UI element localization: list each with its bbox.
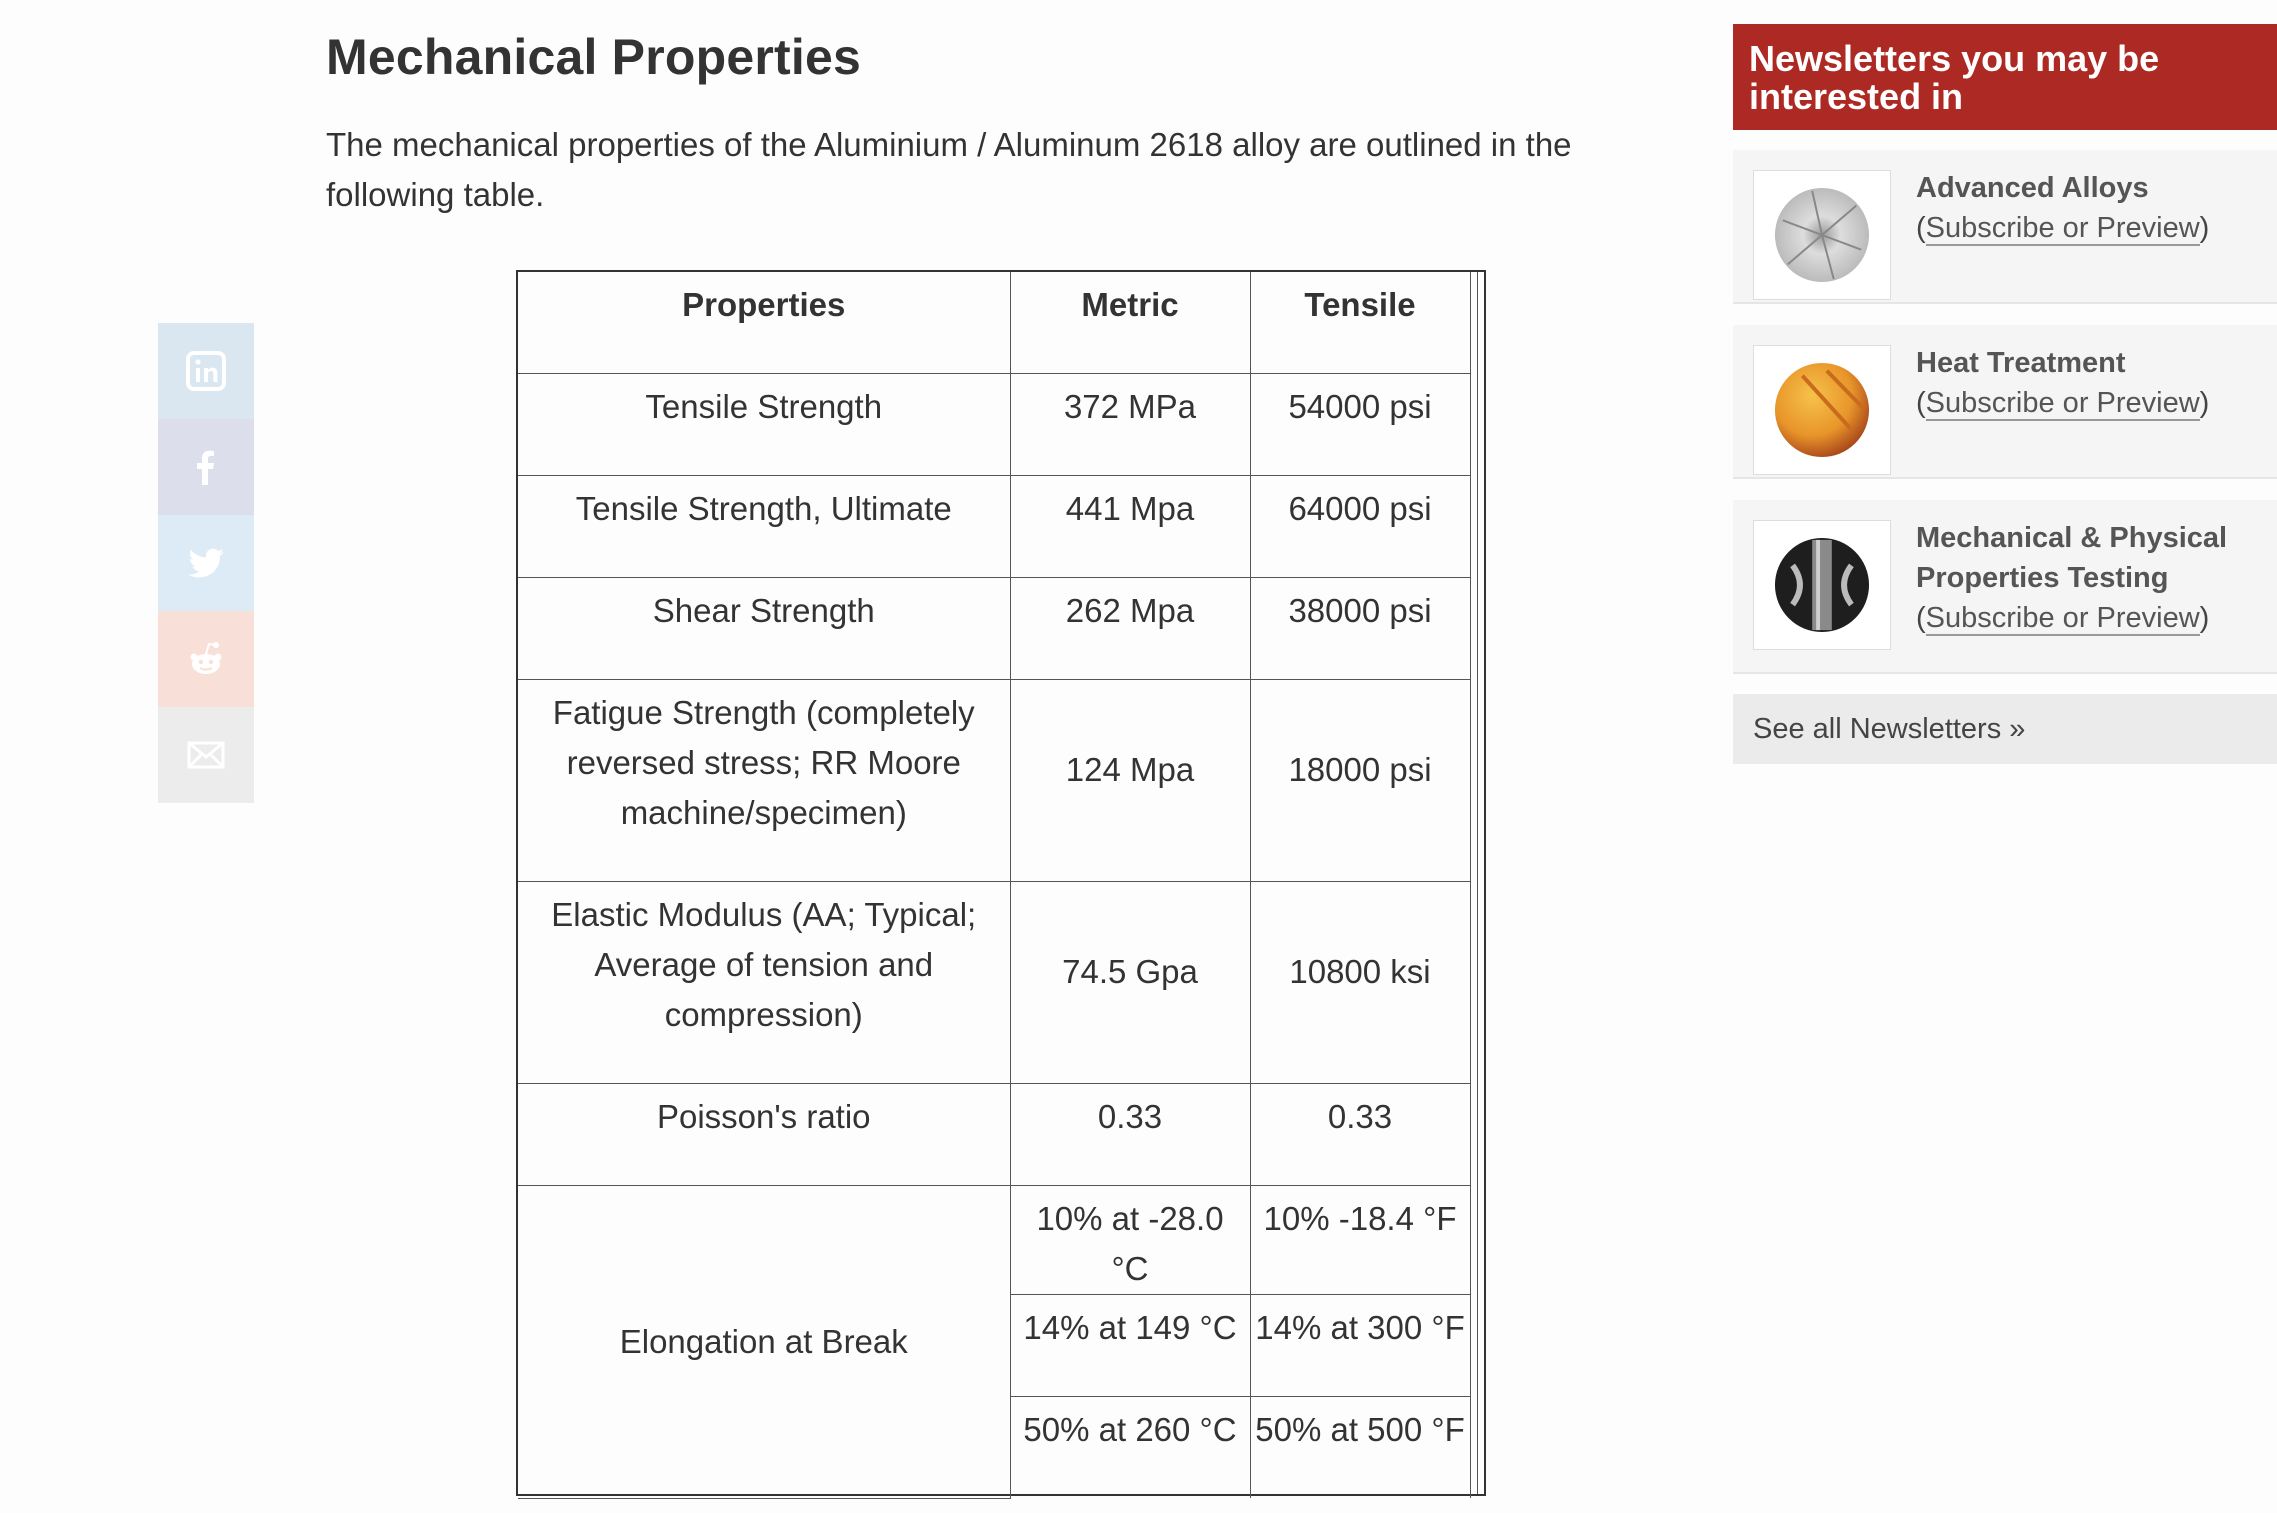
- property-cell: Elastic Modulus (AA; Typical; Average of tension and compression): [518, 881, 1010, 1083]
- imperial-cell: 0.33: [1250, 1083, 1470, 1185]
- imperial-cell: 10% -18.4 °F: [1250, 1185, 1470, 1294]
- property-cell: Poisson's ratio: [518, 1083, 1010, 1185]
- imperial-cell: 38000 psi: [1250, 577, 1470, 679]
- newsletter-subscribe: (Subscribe or Preview): [1916, 602, 2210, 634]
- metric-cell: 50% at 260 °C: [1010, 1396, 1250, 1498]
- newsletter-subscribe: (Subscribe or Preview): [1916, 387, 2210, 419]
- alloy-disc-icon: [1773, 186, 1871, 284]
- imperial-cell: 50% at 500 °F: [1250, 1396, 1470, 1498]
- metric-cell: 14% at 149 °C: [1010, 1294, 1250, 1396]
- newsletter-title: Advanced Alloys: [1916, 172, 2149, 204]
- linkedin-share-button[interactable]: [158, 323, 254, 419]
- metric-cell: 372 MPa: [1010, 373, 1250, 475]
- newsletter-card: [1733, 500, 2277, 674]
- metric-cell: 0.33: [1010, 1083, 1250, 1185]
- newsletter-sidebar: [1733, 24, 2277, 764]
- twitter-icon: [186, 543, 226, 583]
- mechanical-properties-table: [516, 270, 1486, 1496]
- subscribe-link[interactable]: Subscribe or Preview: [1925, 602, 2200, 634]
- table-row: [518, 1185, 1470, 1294]
- linkedin-icon: [186, 351, 226, 391]
- property-cell: Elongation at Break: [518, 1185, 1010, 1498]
- newsletter-thumbnail[interactable]: [1753, 345, 1891, 475]
- imperial-cell: 18000 psi: [1250, 679, 1470, 881]
- subscribe-link[interactable]: Subscribe or Preview: [1925, 387, 2200, 419]
- subscribe-link[interactable]: Subscribe or Preview: [1925, 212, 2200, 244]
- table-row: [518, 881, 1470, 1083]
- metric-cell: 124 Mpa: [1010, 679, 1250, 881]
- metric-cell: 74.5 Gpa: [1010, 881, 1250, 1083]
- see-all-newsletters-link[interactable]: See all Newsletters »: [1733, 694, 2277, 764]
- property-cell: Tensile Strength: [518, 373, 1010, 475]
- testing-specimen-icon: [1773, 536, 1871, 634]
- metric-cell: 262 Mpa: [1010, 577, 1250, 679]
- table-row: [518, 475, 1470, 577]
- imperial-cell: 10800 ksi: [1250, 881, 1470, 1083]
- facebook-icon: [186, 447, 226, 487]
- property-cell: Tensile Strength, Ultimate: [518, 475, 1010, 577]
- property-cell: Fatigue Strength (completely reversed stress; RR Moore machine/specimen): [518, 679, 1010, 881]
- table-row: [518, 577, 1470, 679]
- newsletter-thumbnail[interactable]: [1753, 520, 1891, 650]
- table-cut-off-column: [1477, 272, 1484, 1494]
- newsletter-card: [1733, 150, 2277, 304]
- sidebar-header: Newsletters you may be interested in: [1733, 24, 2277, 130]
- metric-cell: 10% at -28.0 °C: [1010, 1185, 1250, 1294]
- table-row: [518, 1083, 1470, 1185]
- social-share-bar: [158, 323, 254, 803]
- intro-paragraph: The mechanical properties of the Aluminium / Aluminum 2618 alloy are outlined in the following table.: [326, 126, 1572, 213]
- property-cell: Shear Strength: [518, 577, 1010, 679]
- column-header: Metric: [1010, 272, 1250, 373]
- imperial-cell: 54000 psi: [1250, 373, 1470, 475]
- imperial-cell: 14% at 300 °F: [1250, 1294, 1470, 1396]
- facebook-share-button[interactable]: [158, 419, 254, 515]
- twitter-share-button[interactable]: [158, 515, 254, 611]
- table-row: [518, 373, 1470, 475]
- newsletter-thumbnail[interactable]: [1753, 170, 1891, 300]
- newsletter-title: Heat Treatment: [1916, 347, 2126, 379]
- imperial-cell: 64000 psi: [1250, 475, 1470, 577]
- newsletter-title: Mechanical & Physical Properties Testing: [1916, 522, 2228, 594]
- email-share-button[interactable]: [158, 707, 254, 803]
- column-header: Properties: [518, 272, 1010, 373]
- reddit-share-button[interactable]: [158, 611, 254, 707]
- page-title: Mechanical Properties: [326, 29, 861, 85]
- table-row: [518, 679, 1470, 881]
- column-header: Tensile: [1250, 272, 1470, 373]
- metric-cell: 441 Mpa: [1010, 475, 1250, 577]
- reddit-icon: [186, 639, 226, 679]
- newsletter-subscribe: (Subscribe or Preview): [1916, 212, 2210, 244]
- newsletter-card: [1733, 325, 2277, 479]
- heat-treatment-icon: [1773, 361, 1871, 459]
- email-icon: [186, 735, 226, 775]
